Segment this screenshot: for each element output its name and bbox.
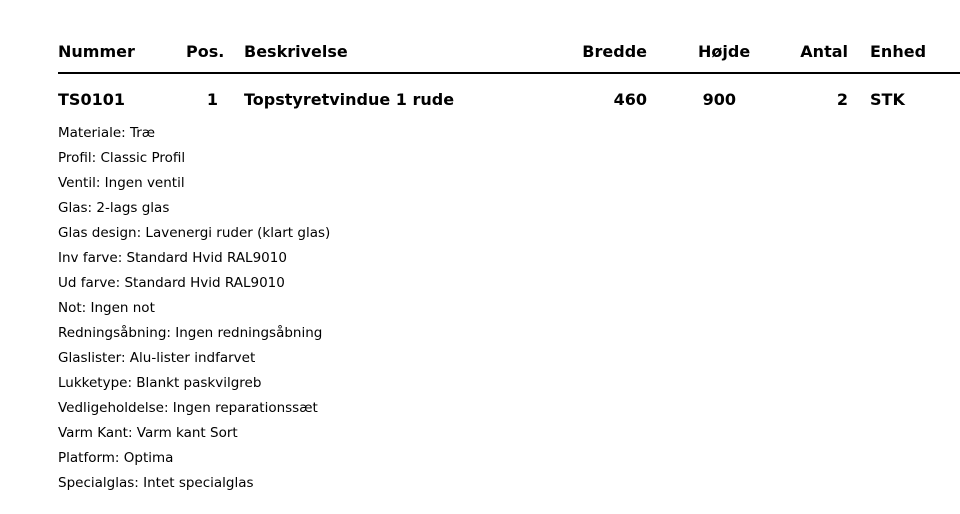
item-enhed: STK (870, 90, 905, 109)
spec-line: Not: Ingen not (58, 300, 155, 316)
spec-line: Platform: Optima (58, 450, 174, 466)
table-header-row (58, 40, 960, 64)
header-nummer: Nummer (58, 42, 135, 61)
spec-line: Profil: Classic Profil (58, 150, 186, 166)
header-enhed: Enhed (870, 42, 927, 61)
spec-line: Glaslister: Alu-lister indfarvet (58, 350, 256, 366)
header-divider (58, 72, 960, 74)
header-hojde: Højde (698, 42, 751, 61)
spec-line: Ud farve: Standard Hvid RAL9010 (58, 275, 285, 291)
header-antal: Antal (800, 42, 848, 61)
item-pos: 1 (206, 90, 218, 109)
item-specifications (58, 121, 330, 496)
item-beskrivelse: Topstyretvindue 1 rude (244, 90, 455, 109)
spec-line: Lukketype: Blankt paskvilgreb (58, 375, 262, 391)
header-pos: Pos. (186, 42, 225, 61)
item-antal: 2 (836, 90, 848, 109)
header-beskrivelse: Beskrivelse (244, 42, 348, 61)
spec-line: Materiale: Træ (58, 125, 156, 141)
table-row (58, 88, 960, 112)
spec-line: Glas: 2-lags glas (58, 200, 170, 216)
item-bredde: 460 (613, 90, 647, 109)
spec-line: Varm Kant: Varm kant Sort (58, 425, 238, 441)
header-bredde: Bredde (582, 42, 647, 61)
spec-line: Specialglas: Intet specialglas (58, 475, 254, 491)
spec-line: Redningsåbning: Ingen redningsåbning (58, 325, 323, 341)
item-hojde: 900 (702, 90, 736, 109)
spec-line: Vedligeholdelse: Ingen reparationssæt (58, 400, 318, 416)
item-nummer: TS0101 (58, 90, 125, 109)
spec-line: Inv farve: Standard Hvid RAL9010 (58, 250, 287, 266)
spec-line: Ventil: Ingen ventil (58, 175, 185, 191)
spec-line: Glas design: Lavenergi ruder (klart glas) (58, 225, 331, 241)
